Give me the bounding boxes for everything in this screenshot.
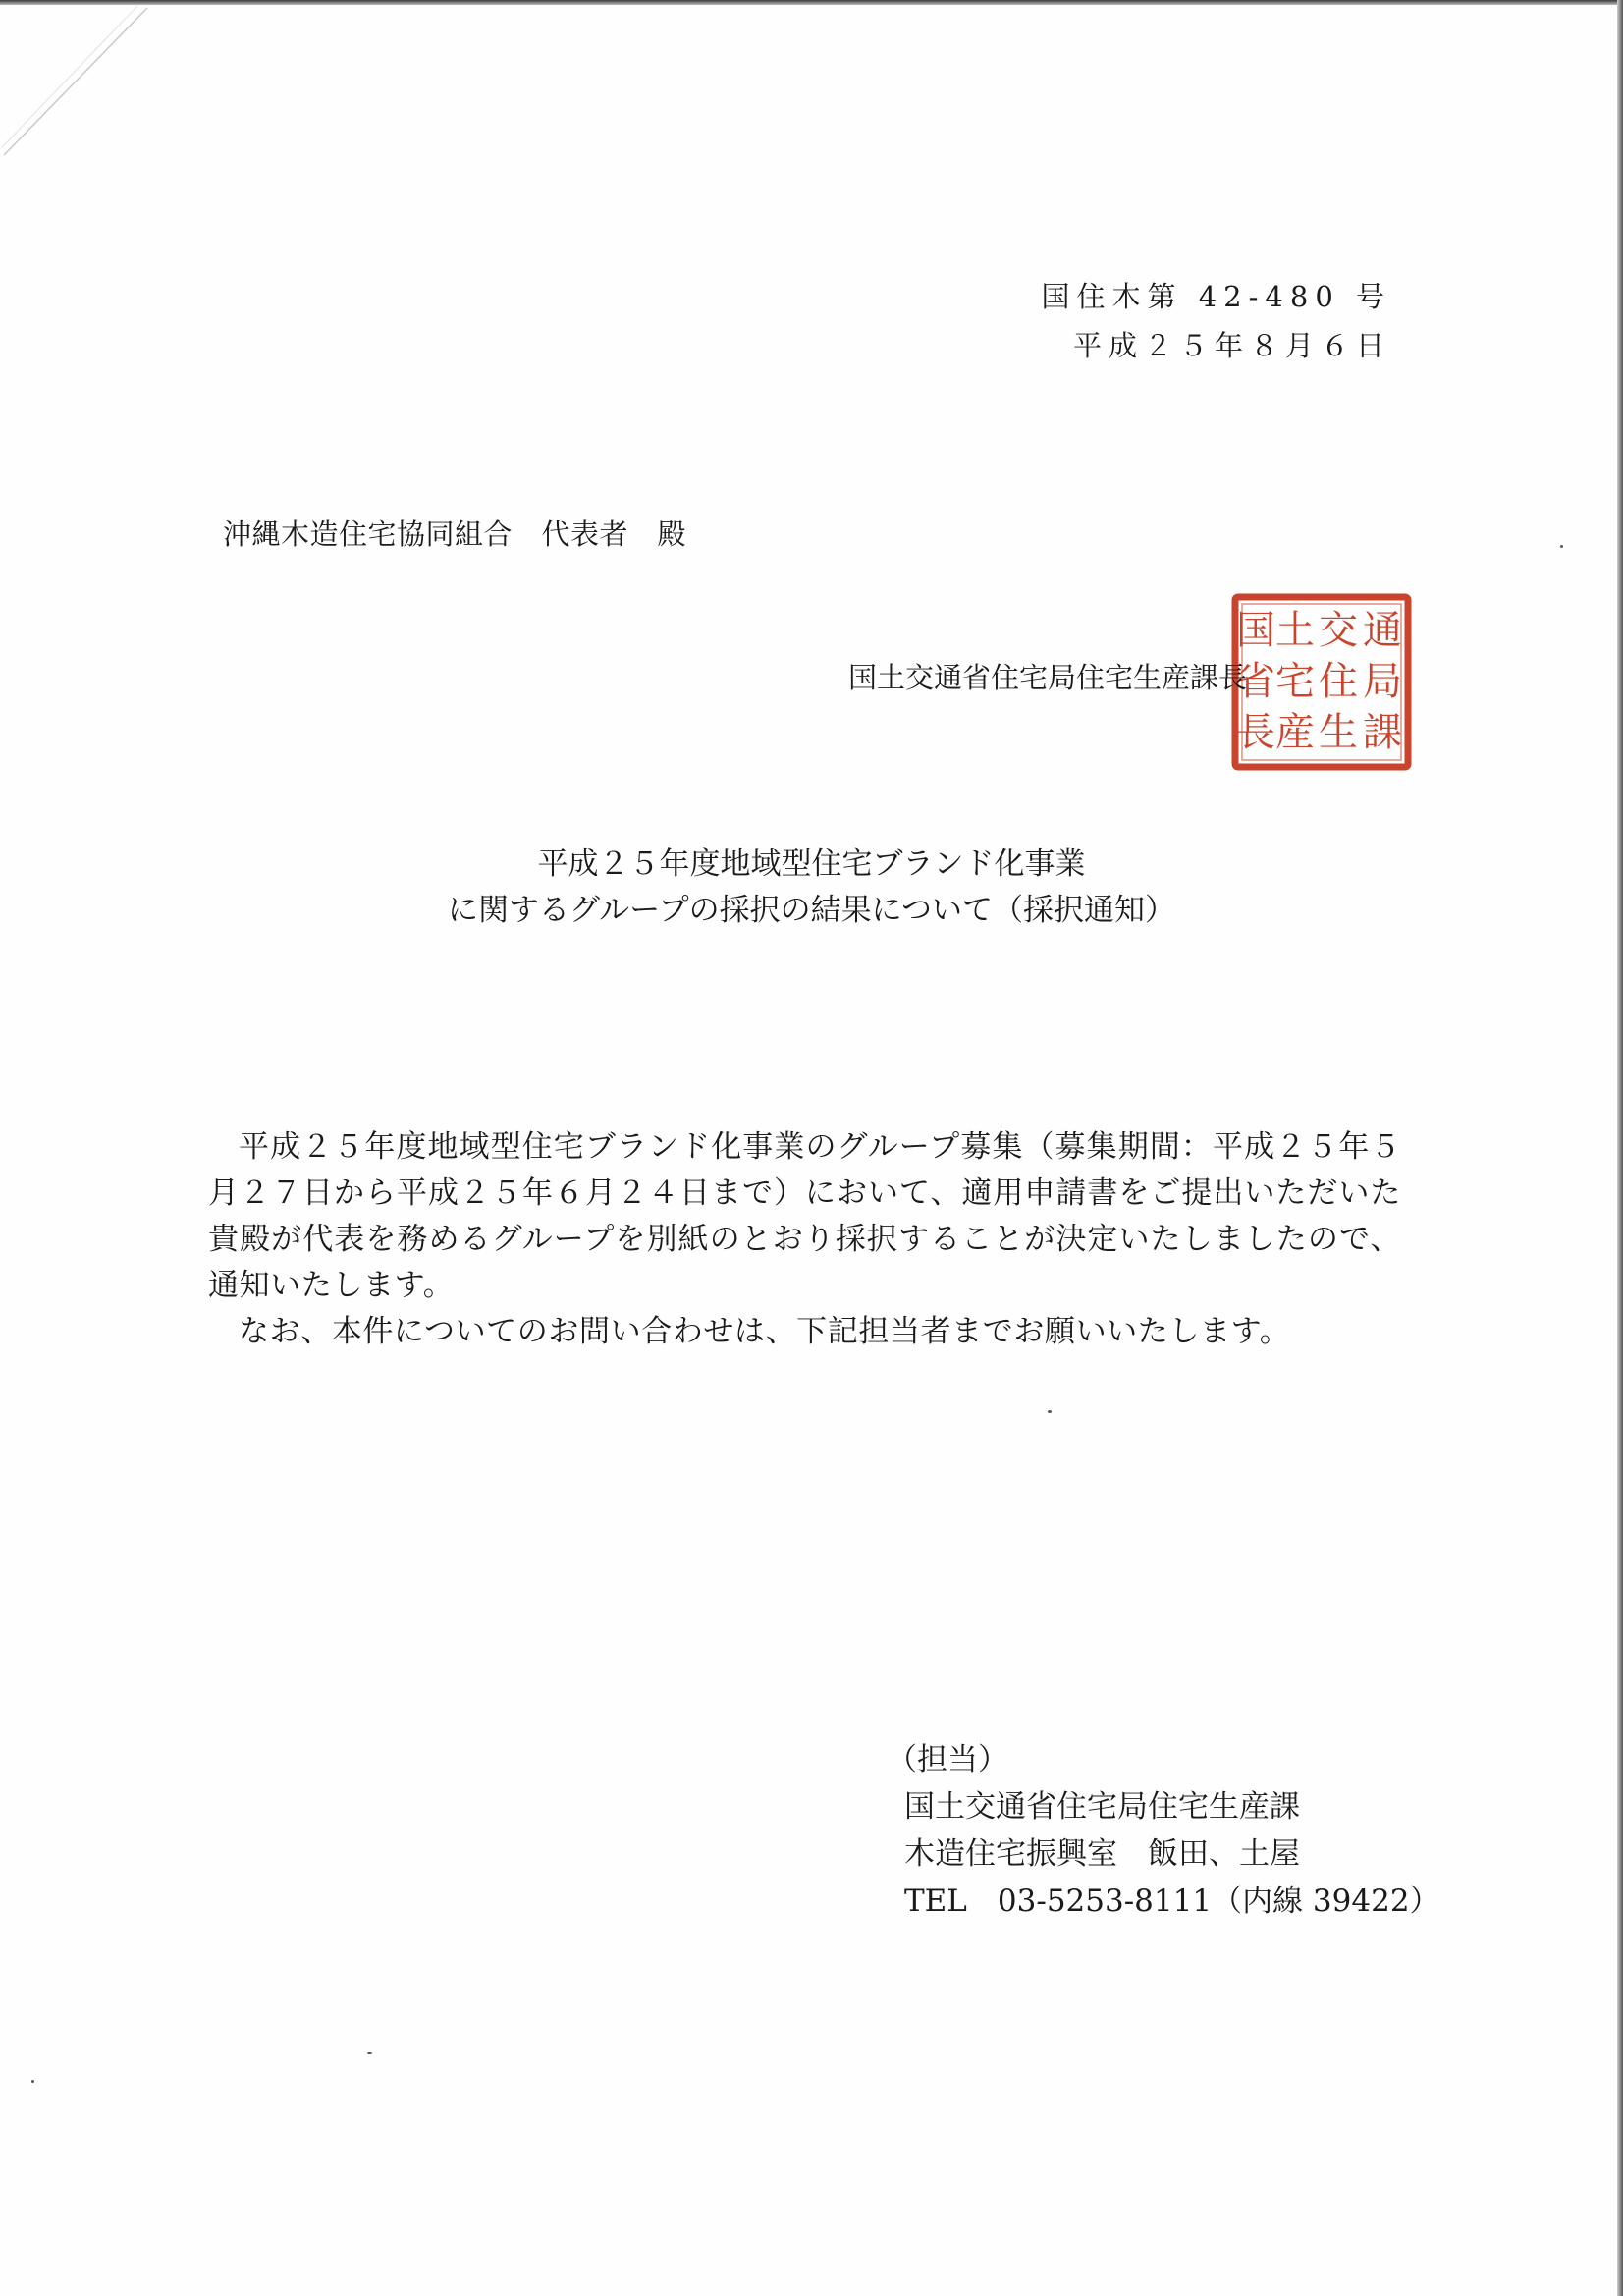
document-title-line-2: に関するグループの採択の結果について（採択通知） [448, 893, 1175, 928]
scan-speck [31, 2080, 34, 2083]
sender: 国土交通省住宅局住宅生産課長 [848, 661, 1248, 694]
scan-speck [1560, 545, 1563, 548]
body-paragraph: なお、本件についてのお問い合わせは、下記担当者までお願いいたします。 [239, 1314, 1291, 1349]
seal-char: 住 [1319, 659, 1358, 704]
seal-char: 国 [1236, 608, 1275, 653]
document-body [208, 1124, 1401, 1355]
seal-char: 長 [1236, 710, 1275, 755]
document-title-line-1: 平成２５年度地域型住宅ブランド化事業 [537, 847, 1086, 882]
scan-edge-right [1617, 0, 1623, 2296]
seal-char: 課 [1363, 710, 1402, 755]
contact-phone: TEL 03-5253-8111（内線 39422） [904, 1884, 1440, 1919]
seal-char: 生 [1319, 710, 1358, 755]
contact-block [887, 1736, 1440, 1925]
seal-char: 交 [1319, 608, 1358, 653]
seal-char: 通 [1363, 608, 1402, 653]
body-paragraph: 平成２５年度地域型住宅ブランド化事業のグループ募集（募集期間：平成２５年５月２７日から平成２５年６月２４日まで）において、適用申請書をご提出いただいた貴殿が代表を務めるグループを別紙のとおり採択することが決定いたしましたので、通知いたします。 [208, 1129, 1401, 1303]
scan-speck [1048, 1410, 1052, 1413]
seal-char: 産 [1275, 710, 1315, 755]
document-number: 国住木第 42-480 号 [1041, 280, 1391, 313]
scan-speck [367, 2052, 372, 2054]
seal-char: 省 [1236, 659, 1275, 704]
contact-heading: （担当） [887, 1742, 1008, 1777]
document-date: 平成２５年８月６日 [1072, 329, 1391, 362]
page-fold-mark [0, 0, 157, 157]
contact-office: 木造住宅振興室 飯田、土屋 [904, 1836, 1300, 1872]
seal-char: 局 [1363, 659, 1402, 704]
scan-edge-top [0, 0, 1623, 5]
official-seal-stamp [1230, 592, 1413, 772]
seal-char: 土 [1275, 608, 1315, 653]
seal-char: 宅 [1275, 659, 1315, 704]
contact-department: 国土交通省住宅局住宅生産課 [904, 1789, 1300, 1825]
recipient: 沖縄木造住宅協同組合 代表者 殿 [223, 518, 687, 551]
